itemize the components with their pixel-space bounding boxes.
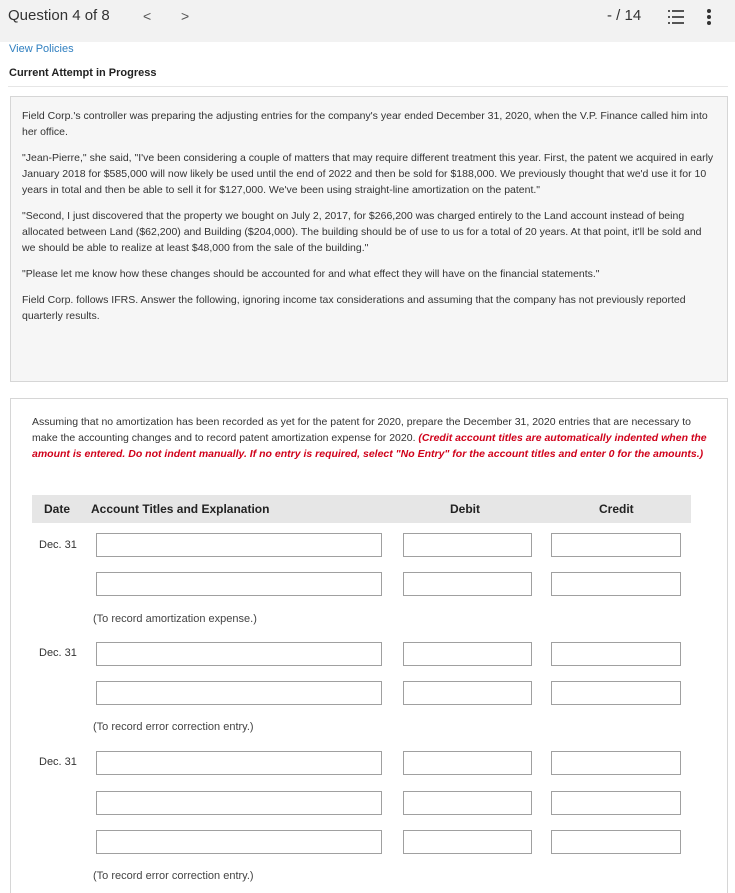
- header-account: Account Titles and Explanation: [91, 502, 270, 516]
- account-title-input[interactable]: [96, 751, 382, 775]
- next-question-button[interactable]: >: [181, 8, 190, 24]
- case-paragraph: Field Corp. follows IFRS. Answer the following, ignoring income tax considerations and assuming that the company has not previously reported quarterly results.: [22, 294, 686, 322]
- case-paragraph: Field Corp.'s controller was preparing the adjusting entries for the company's year ended December 31, 2020, when the V.P. Finance called him into her office.: [22, 110, 708, 138]
- credit-input[interactable]: [551, 572, 681, 596]
- credit-input[interactable]: [551, 791, 681, 815]
- account-title-input[interactable]: [96, 533, 382, 557]
- credit-input[interactable]: [551, 681, 681, 705]
- debit-input[interactable]: [403, 830, 532, 854]
- case-description-box: [10, 96, 728, 382]
- question-instruction: [32, 414, 712, 462]
- instruction-text: Assuming that no amortization has been recorded as yet for the patent for 2020, prepare the December 31, 2020 entries that are necessary to make the accounting changes and to record patent amortization expense for 2020.: [32, 416, 691, 444]
- credit-input[interactable]: [551, 533, 681, 557]
- credit-input[interactable]: [551, 751, 681, 775]
- question-counter: Question 4 of 8: [8, 7, 110, 24]
- list-icon[interactable]: [668, 9, 684, 25]
- entry-note: (To record amortization expense.): [93, 613, 257, 625]
- account-title-input[interactable]: [96, 830, 382, 854]
- question-box: [10, 398, 728, 893]
- score-display: - / 14: [607, 7, 642, 24]
- debit-input[interactable]: [403, 572, 532, 596]
- account-title-input[interactable]: [96, 642, 382, 666]
- account-title-input[interactable]: [96, 681, 382, 705]
- case-paragraph: "Second, I just discovered that the property we bought on July 2, 2017, for $266,200 was charged entirely to the Land account instead of being allocated between Land ($62,200) and Building ($204,000). The building should be of use to us for a total of 20 years. At that point, it'll be sold and we should be able to realize at least $48,000 from the sale of the building.": [22, 210, 702, 254]
- more-vertical-icon[interactable]: [706, 8, 712, 26]
- entry-note: (To record error correction entry.): [93, 721, 254, 733]
- prev-question-button[interactable]: <: [143, 8, 152, 24]
- debit-input[interactable]: [403, 751, 532, 775]
- case-paragraph: "Please let me know how these changes should be accounted for and what effect they will have on the financial statements.": [22, 268, 600, 280]
- debit-input[interactable]: [403, 533, 532, 557]
- attempt-status: Current Attempt in Progress: [9, 67, 157, 79]
- header-date: Date: [44, 502, 71, 516]
- credit-input[interactable]: [551, 830, 681, 854]
- debit-input[interactable]: [403, 791, 532, 815]
- top-bar: [0, 0, 735, 42]
- header-credit: Credit: [599, 502, 634, 516]
- account-title-input[interactable]: [96, 791, 382, 815]
- entry-date: Dec. 31: [39, 647, 77, 659]
- divider: [8, 86, 728, 87]
- instruction-note: (Credit account titles are automatically indented when the amount is entered. Do not indent manually. If no entry is required, select "No Entry" for the account titles and enter 0 for the amounts.): [32, 432, 707, 460]
- debit-input[interactable]: [403, 642, 532, 666]
- debit-input[interactable]: [403, 681, 532, 705]
- account-title-input[interactable]: [96, 572, 382, 596]
- header-debit: Debit: [450, 502, 480, 516]
- journal-table-header: [32, 495, 691, 523]
- case-paragraph: "Jean-Pierre," she said, "I've been considering a couple of matters that may require different treatment this year. First, the patent we acquired in early January 2018 for $585,000 will now likely be used until the end of 2022 and then be sold for $188,000. We previously thought that we'd use it for 10 years in total and then be able to sell it for $127,000. We've been using straight-line amortization on the patent.": [22, 152, 714, 196]
- entry-note: (To record error correction entry.): [93, 870, 254, 882]
- credit-input[interactable]: [551, 642, 681, 666]
- entry-date: Dec. 31: [39, 539, 77, 551]
- entry-date: Dec. 31: [39, 756, 77, 768]
- view-policies-link[interactable]: View Policies: [9, 43, 74, 55]
